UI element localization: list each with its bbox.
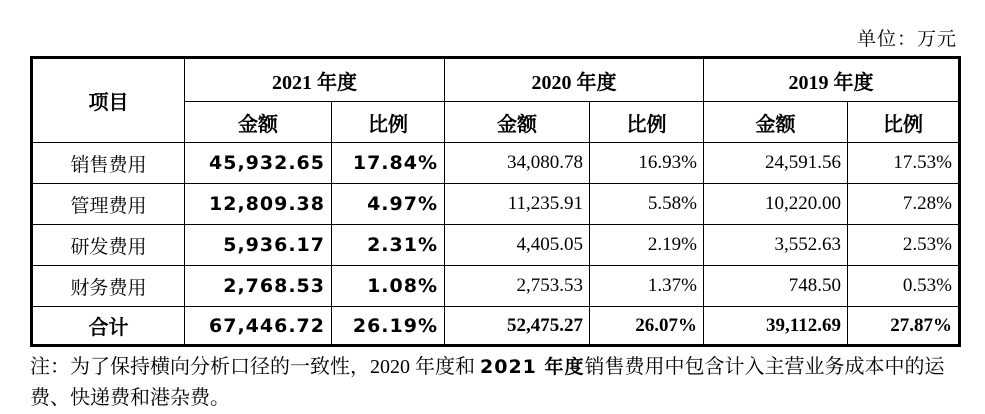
cell-value: 5,936.17 [185, 225, 332, 266]
cell-value: 11,235.91 [445, 184, 590, 225]
cell-value: 17.84% [332, 143, 445, 184]
cell-value: 34,080.78 [445, 143, 590, 184]
header-year-2019: 2019 年度 [704, 58, 960, 102]
footnote-suffix: 销售费用中包含计入主营业务成本中的运费、快递费和港杂费。 [30, 356, 945, 409]
cell-value: 5.58% [590, 184, 704, 225]
cell-value: 4.97% [332, 184, 445, 225]
header-amount-2021: 金额 [185, 102, 332, 143]
row-label: 销售费用 [32, 143, 185, 184]
cell-value: 748.50 [704, 266, 848, 307]
row-label: 研发费用 [32, 225, 185, 266]
table-row-admin-expense [32, 184, 960, 225]
cell-value: 24,591.56 [704, 143, 848, 184]
unit-label: 单位：万元 [856, 29, 957, 50]
cell-value: 52,475.27 [445, 307, 590, 346]
row-label: 财务费用 [32, 266, 185, 307]
cell-value: 39,112.69 [704, 307, 848, 346]
cell-value: 2.19% [590, 225, 704, 266]
cell-value: 2.31% [332, 225, 445, 266]
cell-value: 7.28% [848, 184, 960, 225]
footnote-prefix: 注：为了保持横向分析口径的一致性，2020 年度和 [30, 356, 480, 378]
table-header-years [32, 58, 960, 102]
header-ratio-2020: 比例 [590, 102, 704, 143]
header-ratio-2021: 比例 [332, 102, 445, 143]
header-amount-2020: 金额 [445, 102, 590, 143]
cell-value: 45,932.65 [185, 143, 332, 184]
header-amount-2019: 金额 [704, 102, 848, 143]
header-year-2020: 2020 年度 [445, 58, 704, 102]
cell-value: 26.07% [590, 307, 704, 346]
cell-value: 12,809.38 [185, 184, 332, 225]
table-row-total [32, 307, 960, 346]
header-item: 项目 [32, 58, 185, 143]
cell-value: 3,552.63 [704, 225, 848, 266]
cell-value: 0.53% [848, 266, 960, 307]
cell-value: 17.53% [848, 143, 960, 184]
cell-value: 1.08% [332, 266, 445, 307]
cell-value: 67,446.72 [185, 307, 332, 346]
header-year-2021: 2021 年度 [185, 58, 445, 102]
cell-value: 4,405.05 [445, 225, 590, 266]
cell-value: 2,753.53 [445, 266, 590, 307]
row-label: 合计 [32, 307, 185, 346]
table-row-finance-expense [32, 266, 960, 307]
footnote-bold-segment: 2021 年度 [480, 356, 585, 378]
cell-value: 26.19% [332, 307, 445, 346]
cell-value: 1.37% [590, 266, 704, 307]
table-row-sales-expense [32, 143, 960, 184]
cell-value: 16.93% [590, 143, 704, 184]
cell-value: 2.53% [848, 225, 960, 266]
footnote [30, 352, 962, 414]
expense-table [30, 56, 961, 347]
cell-value: 27.87% [848, 307, 960, 346]
header-ratio-2019: 比例 [848, 102, 960, 143]
table-row-rd-expense [32, 225, 960, 266]
cell-value: 2,768.53 [185, 266, 332, 307]
row-label: 管理费用 [32, 184, 185, 225]
cell-value: 10,220.00 [704, 184, 848, 225]
